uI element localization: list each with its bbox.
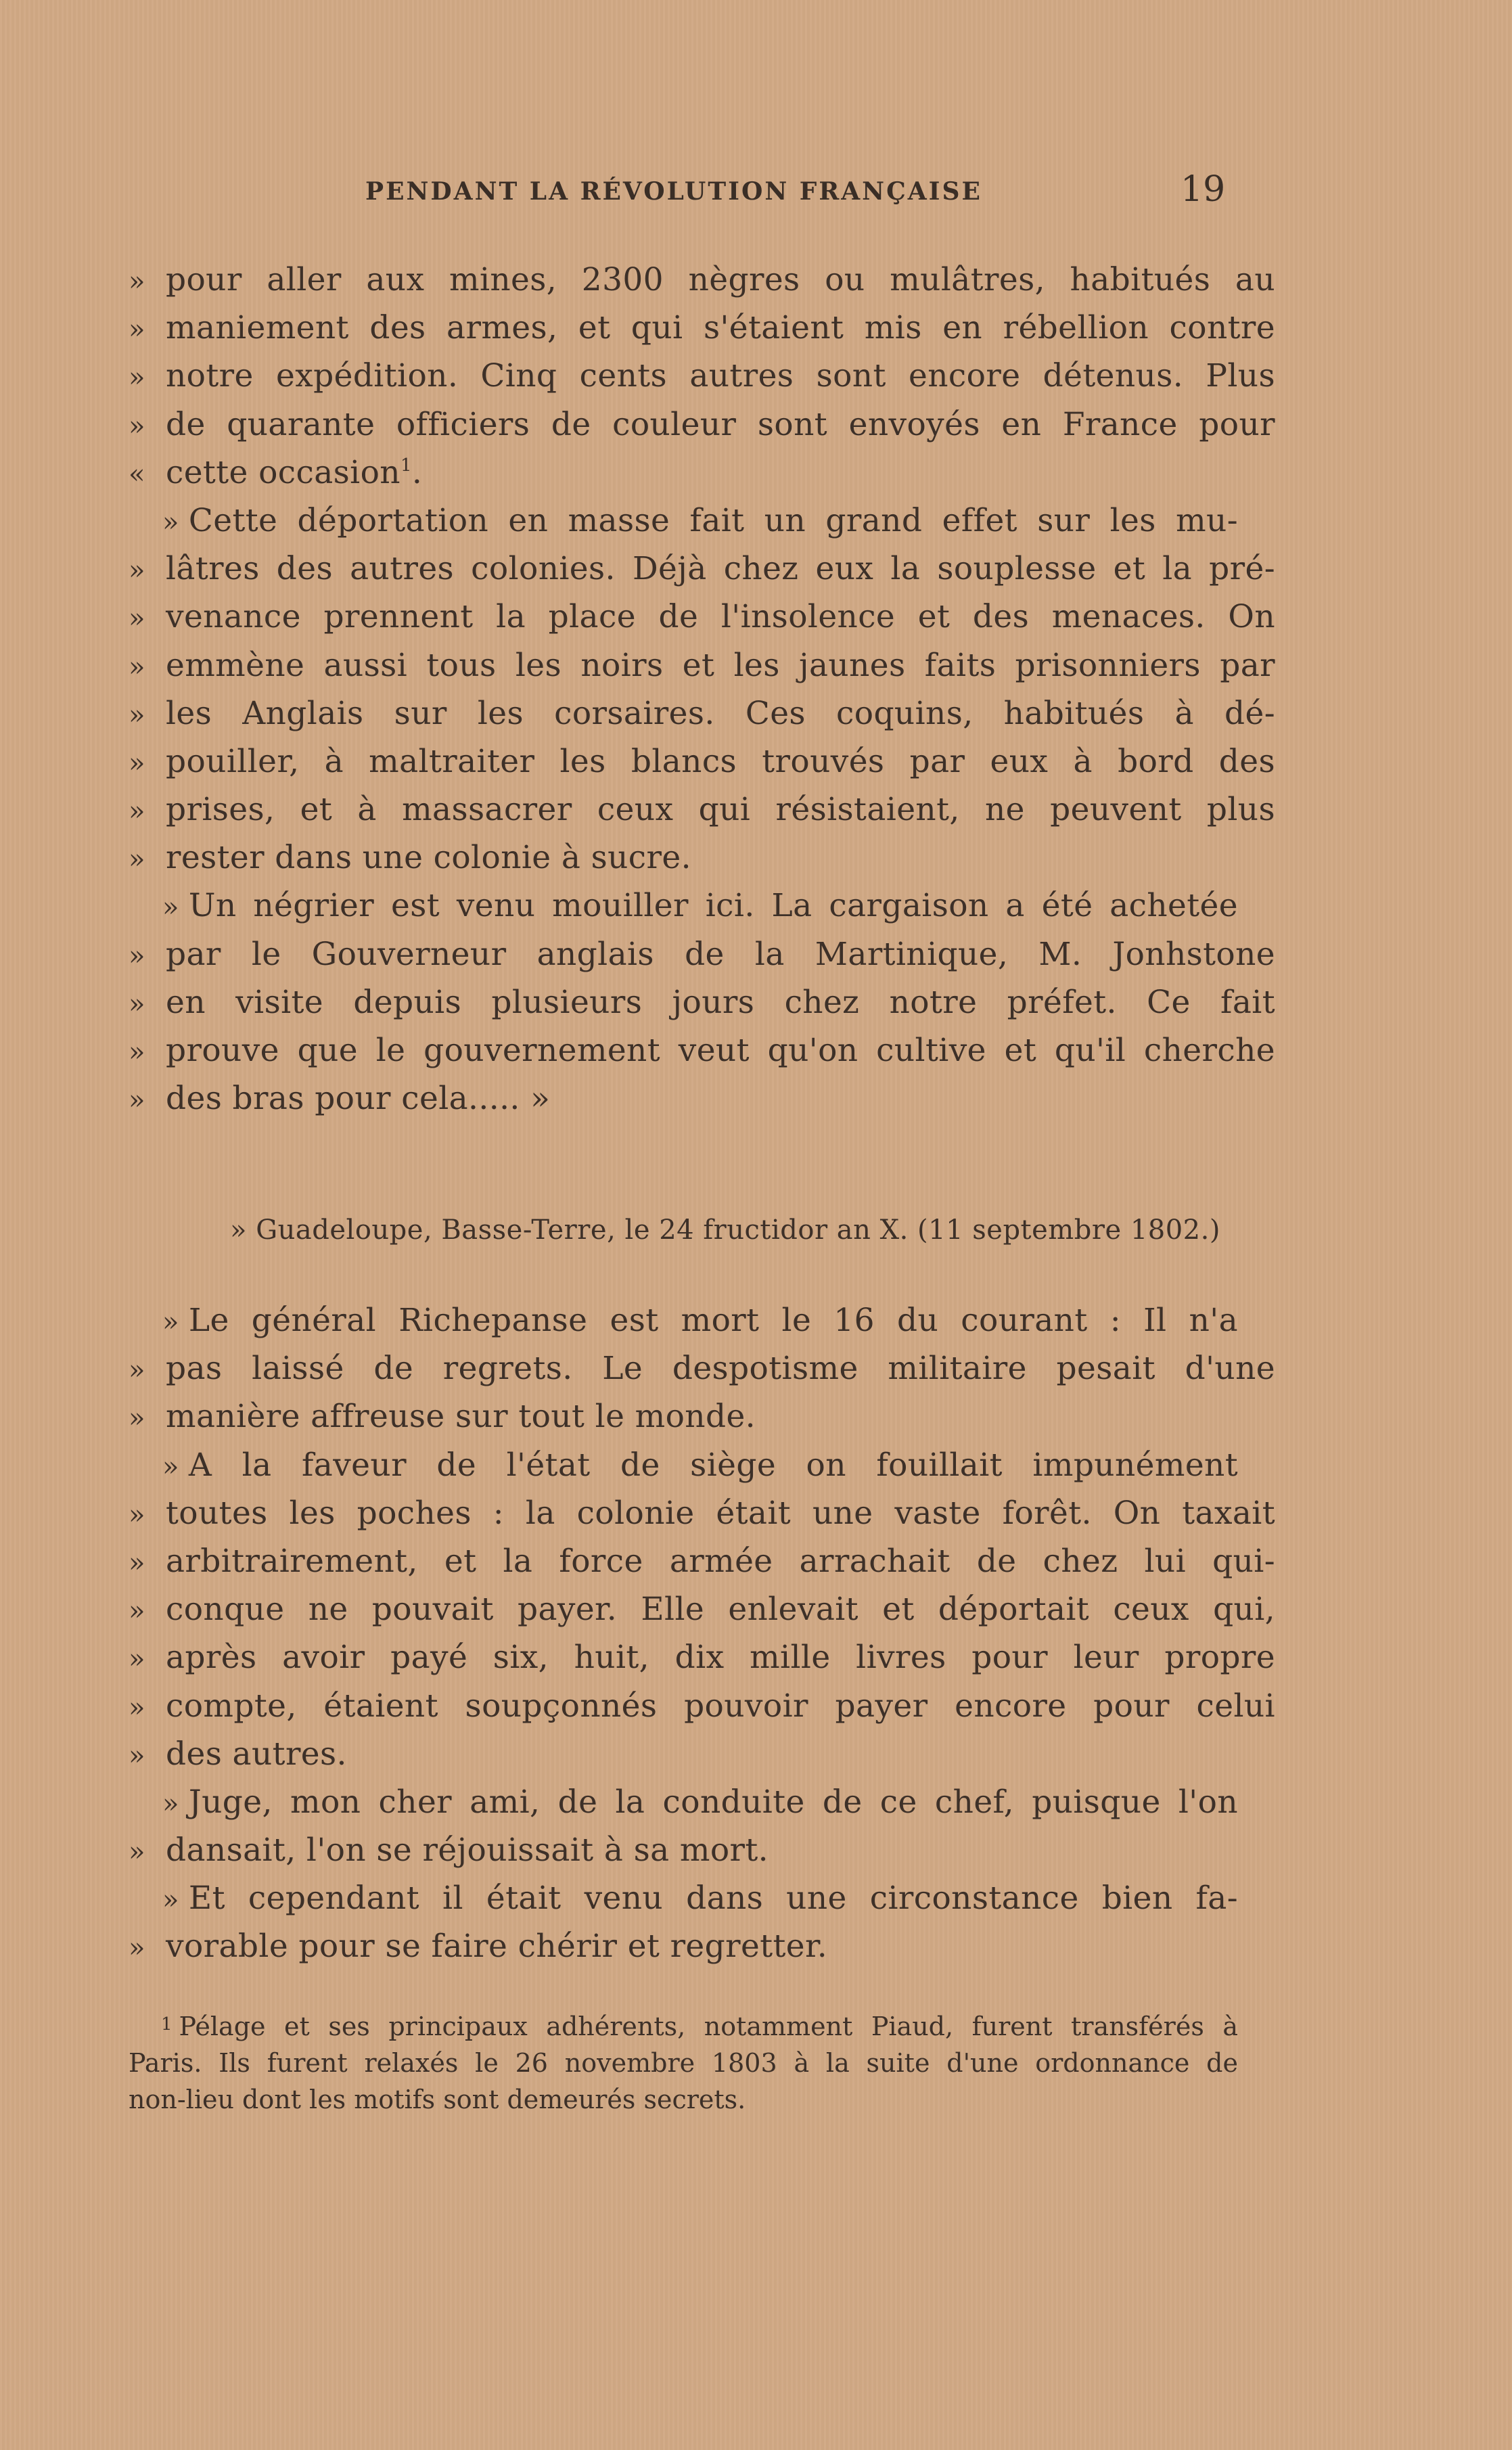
line-text (166, 401, 1275, 449)
quote-mark: « (129, 458, 145, 490)
line-text (166, 1682, 1275, 1730)
text-line (129, 256, 1279, 304)
line-text (166, 1392, 1275, 1440)
quote-mark: » (129, 1355, 145, 1386)
line-text (166, 1730, 1275, 1778)
text-line (129, 304, 1279, 352)
footnote-line: Paris. Ils furent relaxés le 26 novembre 1803 à la suite d'une ordonnance de (129, 2048, 1238, 2078)
line-text (129, 1296, 1238, 1346)
text-line (129, 1537, 1279, 1585)
quote-mark: » (129, 266, 145, 297)
text-line (129, 1441, 1279, 1489)
line-content: Un négrier est venu mouiller ici. La cargaison a été achetée (188, 887, 1238, 925)
quote-mark: » (129, 410, 145, 442)
quote-mark: » (129, 1643, 145, 1675)
line-text (129, 1874, 1238, 1924)
letter-dateline: » Guadeloupe, Basse-Terre, le 24 fructidor an X. (11 septembre 1802.) (230, 1215, 1220, 1246)
quote-mark: » (129, 1692, 145, 1723)
text-line (129, 689, 1279, 738)
line-content: en visite depuis plusieurs jours chez notre préfet. Ce fait (166, 983, 1275, 1021)
quote-mark: » (129, 796, 145, 827)
text-line (129, 1633, 1279, 1681)
line-text (129, 882, 1238, 932)
quote-mark: » (129, 844, 145, 876)
quote-mark: » (129, 651, 145, 683)
line-text (166, 1344, 1275, 1392)
line-content: manière affreuse sur tout le monde. (166, 1398, 756, 1436)
line-text (166, 1026, 1275, 1074)
line-content: Cette déportation en masse fait un grand effet sur les mu- (188, 501, 1238, 539)
text-line (129, 1392, 1279, 1440)
text-line (129, 882, 1279, 930)
text-line (129, 1778, 1279, 1826)
text-line (129, 1074, 1279, 1122)
text-line (129, 401, 1279, 449)
line-content: de quarante officiers de couleur sont envoyés en France pour (166, 405, 1275, 443)
line-content: pour aller aux mines, 2300 nègres ou mulâtres, habitués au (166, 261, 1275, 298)
paragraph-quote-mark: » (162, 1788, 179, 1819)
line-content: pouiller, à maltraiter les blancs trouvés par eux à bord des (166, 742, 1275, 780)
quote-mark: » (129, 747, 145, 779)
paragraph-quote-mark: » (162, 1307, 179, 1338)
line-text (166, 738, 1275, 786)
footnote-reference[interactable]: 1 (400, 455, 412, 476)
letter-2-text (129, 1296, 1279, 1971)
line-content: cette occasion (166, 453, 400, 491)
line-content: Le général Richepanse est mort le 16 du courant : Il n'a (188, 1302, 1238, 1339)
line-text (166, 1489, 1275, 1537)
paragraph-quote-mark: » (162, 892, 179, 924)
text-line (129, 1826, 1279, 1874)
text-line (129, 738, 1279, 786)
line-text (166, 786, 1275, 834)
text-line (129, 1296, 1279, 1344)
footnote-line (129, 2006, 1238, 2045)
page-number: 19 (1181, 169, 1226, 210)
quote-mark: » (129, 555, 145, 587)
quote-mark: » (129, 699, 145, 731)
line-text (166, 1826, 1275, 1874)
text-line (129, 1730, 1279, 1778)
line-content: dansait, l'on se réjouissait à sa mort. (166, 1832, 769, 1869)
line-content: maniement des armes, et qui s'étaient mis en rébellion contre (166, 309, 1275, 347)
quote-mark: » (129, 314, 145, 346)
line-content: des bras pour cela..... » (166, 1080, 551, 1118)
text-line (129, 834, 1279, 882)
quote-mark: » (129, 1740, 145, 1771)
text-line (129, 1344, 1279, 1392)
line-content: prouve que le gouvernement veut qu'on cultive et qu'il cherche (166, 1032, 1275, 1069)
line-content: toutes les poches : la colonie était une vaste forêt. On taxait (166, 1494, 1275, 1532)
quote-mark: » (129, 940, 145, 972)
quote-mark: » (129, 1037, 145, 1068)
letter-1-text (129, 256, 1279, 1122)
line-text (166, 1074, 1275, 1122)
text-line (129, 978, 1279, 1026)
running-head-title: PENDANT LA RÉVOLUTION FRANÇAISE (365, 177, 982, 206)
line-text (166, 834, 1275, 882)
quote-mark: » (129, 1836, 145, 1868)
quote-mark: » (129, 1932, 145, 1964)
line-text (166, 304, 1275, 352)
line-content: lâtres des autres colonies. Déjà chez eux la souplesse et la pré- (166, 550, 1275, 588)
text-line (129, 786, 1279, 834)
paragraph-quote-mark: » (162, 506, 179, 538)
line-text (166, 449, 1275, 497)
paragraph-quote-mark: » (162, 1884, 179, 1916)
footnote-line: non-lieu dont les motifs sont demeurés secrets. (129, 2085, 746, 2114)
line-content: A la faveur de l'état de siège on fouillait impunément (188, 1446, 1238, 1484)
line-text (129, 1441, 1238, 1491)
quote-mark: » (129, 362, 145, 394)
line-content: arbitrairement, et la force armée arrachait de chez lui qui- (166, 1542, 1275, 1580)
text-line (129, 1874, 1279, 1922)
line-content: rester dans une colonie à sucre. (166, 839, 691, 877)
line-text (166, 352, 1275, 400)
line-text (166, 930, 1275, 978)
text-line (129, 930, 1279, 978)
quote-mark: » (129, 1595, 145, 1627)
text-line (129, 497, 1279, 545)
line-content: compte, étaient soupçonnés pouvoir payer encore pour celui (166, 1687, 1275, 1725)
text-line (129, 449, 1279, 497)
quote-mark: » (129, 603, 145, 635)
quote-mark: » (129, 1499, 145, 1530)
text-line (129, 1026, 1279, 1074)
line-content: des autres. (166, 1735, 347, 1773)
line-content: par le Gouverneur anglais de la Martinique, M. Jonhstone (166, 935, 1275, 973)
quote-mark: » (129, 1403, 145, 1434)
quote-mark: » (129, 1547, 145, 1579)
line-text (166, 978, 1275, 1026)
line-content: notre expédition. Cinq cents autres sont encore détenus. Plus (166, 357, 1275, 395)
text-line (129, 593, 1279, 641)
line-text (166, 641, 1275, 689)
line-content: venance prennent la place de l'insolence et des menaces. On (166, 598, 1275, 636)
text-line (129, 545, 1279, 593)
line-content: après avoir payé six, huit, dix mille livres pour leur propre (166, 1639, 1275, 1677)
line-content: vorable pour se faire chérir et regretter. (166, 1928, 828, 1966)
text-line (129, 1922, 1279, 1970)
line-content: les Anglais sur les corsaires. Ces coquins, habitués à dé- (166, 694, 1275, 732)
paragraph-quote-mark: » (162, 1451, 179, 1482)
line-punctuation: . (411, 453, 423, 491)
line-text (166, 1922, 1275, 1970)
line-text (129, 1778, 1238, 1828)
line-content: emmène aussi tous les noirs et les jaunes faits prisonniers par (166, 646, 1275, 684)
text-line (129, 1682, 1279, 1730)
line-content: prises, et à massacrer ceux qui résistaient, ne peuvent plus (166, 791, 1275, 829)
text-line (129, 1489, 1279, 1537)
footnote-marker: 1 (161, 2014, 173, 2035)
line-content: conque ne pouvait payer. Elle enlevait et déportait ceux qui, (166, 1591, 1275, 1629)
line-text (166, 593, 1275, 641)
line-text (166, 1585, 1275, 1633)
line-content: pas laissé de regrets. Le despotisme militaire pesait d'une (166, 1350, 1275, 1388)
line-content: Juge, mon cher ami, de la conduite de ce chef, puisque l'on (188, 1783, 1238, 1821)
line-text (129, 497, 1238, 547)
quote-mark: » (129, 1085, 145, 1116)
line-text (166, 545, 1275, 593)
line-text (166, 1633, 1275, 1681)
footnote-line-text: Pélage et ses principaux adhérents, notamment Piaud, furent transférés à (179, 2012, 1238, 2041)
quote-mark: » (129, 988, 145, 1020)
text-line (129, 1585, 1279, 1633)
text-line (129, 352, 1279, 400)
line-text (166, 256, 1275, 304)
line-text (166, 689, 1275, 738)
line-text (166, 1537, 1275, 1585)
text-line (129, 641, 1279, 689)
footnote (129, 2006, 1238, 2118)
line-content: Et cependant il était venu dans une circonstance bien fa- (188, 1880, 1238, 1918)
